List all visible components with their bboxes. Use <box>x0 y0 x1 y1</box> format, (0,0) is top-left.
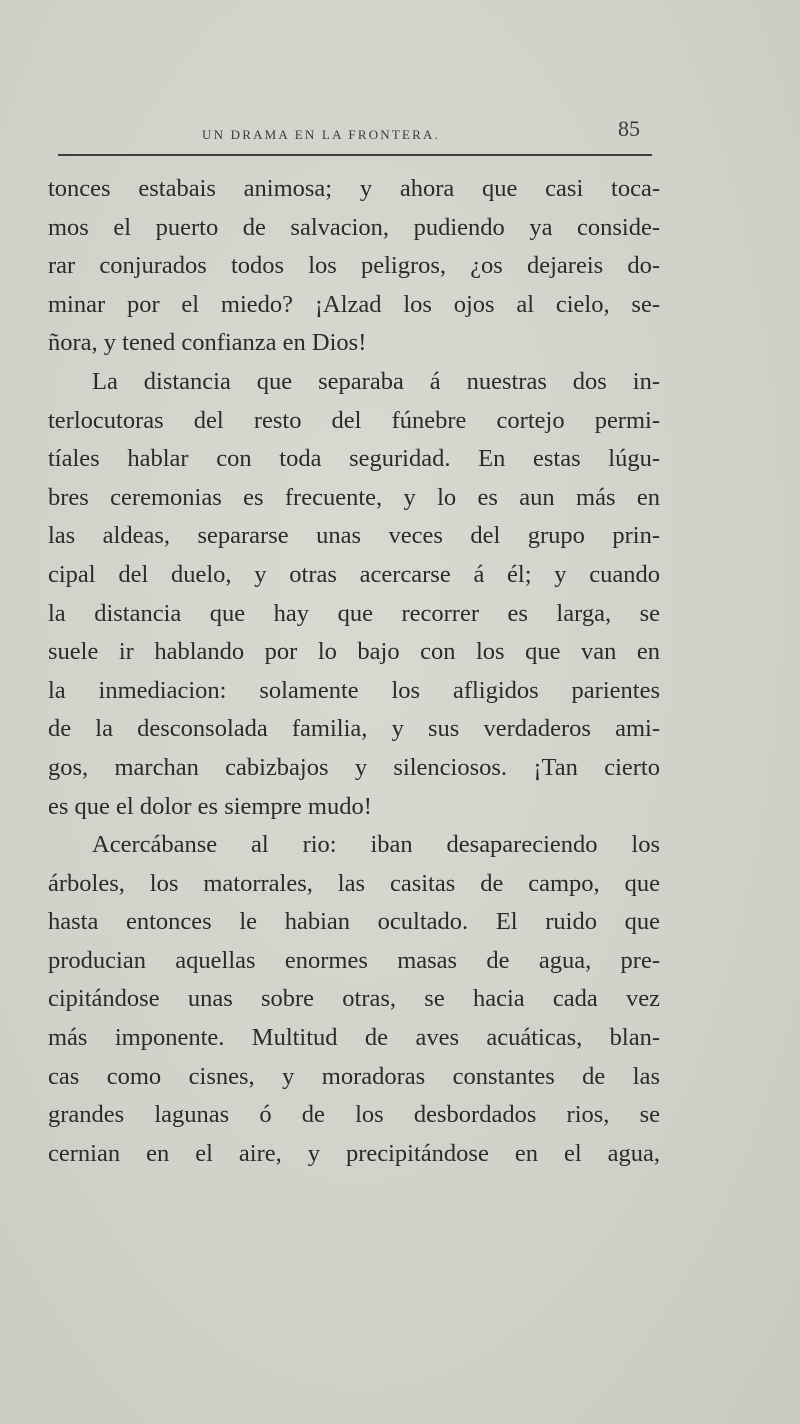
text-line: terlocutoras del resto del fúnebre cortejo permi- <box>48 406 660 434</box>
paragraph <box>48 826 660 1173</box>
paragraph <box>48 170 660 363</box>
text-line: hasta entonces le habian ocultado. El ruido que <box>48 908 660 936</box>
text-line: tonces estabais animosa; y ahora que casi toca- <box>48 175 660 202</box>
text-line: la distancia que hay que recorrer es larga, se <box>48 599 660 627</box>
text-line: minar por el miedo? ¡Alzad los ojos al cielo, se- <box>48 290 660 318</box>
text-line: cernian en el aire, y precipitándose en el agua, <box>48 1139 660 1167</box>
text-line: árboles, los matorrales, las casitas de campo, que <box>48 869 660 897</box>
text-line: La distancia que separaba á nuestras dos in- <box>92 367 660 395</box>
text-line: Acercábanse al rio: iban desapareciendo los <box>92 831 660 859</box>
text-line: cipitándose unas sobre otras, se hacia cada vez <box>48 985 660 1013</box>
text-line: gos, marchan cabizbajos y silenciosos. ¡Tan cierto <box>48 753 660 781</box>
text-line: la inmediacion: solamente los afligidos parientes <box>48 676 660 704</box>
text-line: de la desconsolada familia, y sus verdaderos ami- <box>48 715 660 743</box>
text-line: tíales hablar con toda seguridad. En estas lúgu- <box>48 445 660 473</box>
paragraph <box>48 363 660 826</box>
page-number: 85 <box>618 116 640 141</box>
text-line: rar conjurados todos los peligros, ¿os dejareis do- <box>48 252 660 280</box>
text-line: mos el puerto de salvacion, pudiendo ya conside- <box>48 213 660 241</box>
running-header <box>60 116 652 148</box>
text-line: es que el dolor es siempre mudo! <box>48 792 372 820</box>
text-line: cipal del duelo, y otras acercarse á él; y cuando <box>48 560 660 588</box>
text-line: las aldeas, separarse unas veces del grupo prin- <box>48 522 660 550</box>
text-line: producian aquellas enormes masas de agua, pre- <box>48 946 660 974</box>
body-text <box>48 170 660 1173</box>
text-line: cas como cisnes, y moradoras constantes de las <box>48 1062 660 1090</box>
text-line: bres ceremonias es frecuente, y lo es aun más en <box>48 483 660 511</box>
text-line: suele ir hablando por lo bajo con los que van en <box>48 638 660 666</box>
text-line: más imponente. Multitud de aves acuáticas, blan- <box>48 1024 660 1052</box>
text-line: grandes lagunas ó de los desbordados rios, se <box>48 1101 660 1129</box>
running-title: UN DRAMA EN LA FRONTERA. <box>202 127 441 142</box>
text-line: ñora, y tened confianza en Dios! <box>48 329 367 357</box>
header-rule <box>58 154 652 156</box>
